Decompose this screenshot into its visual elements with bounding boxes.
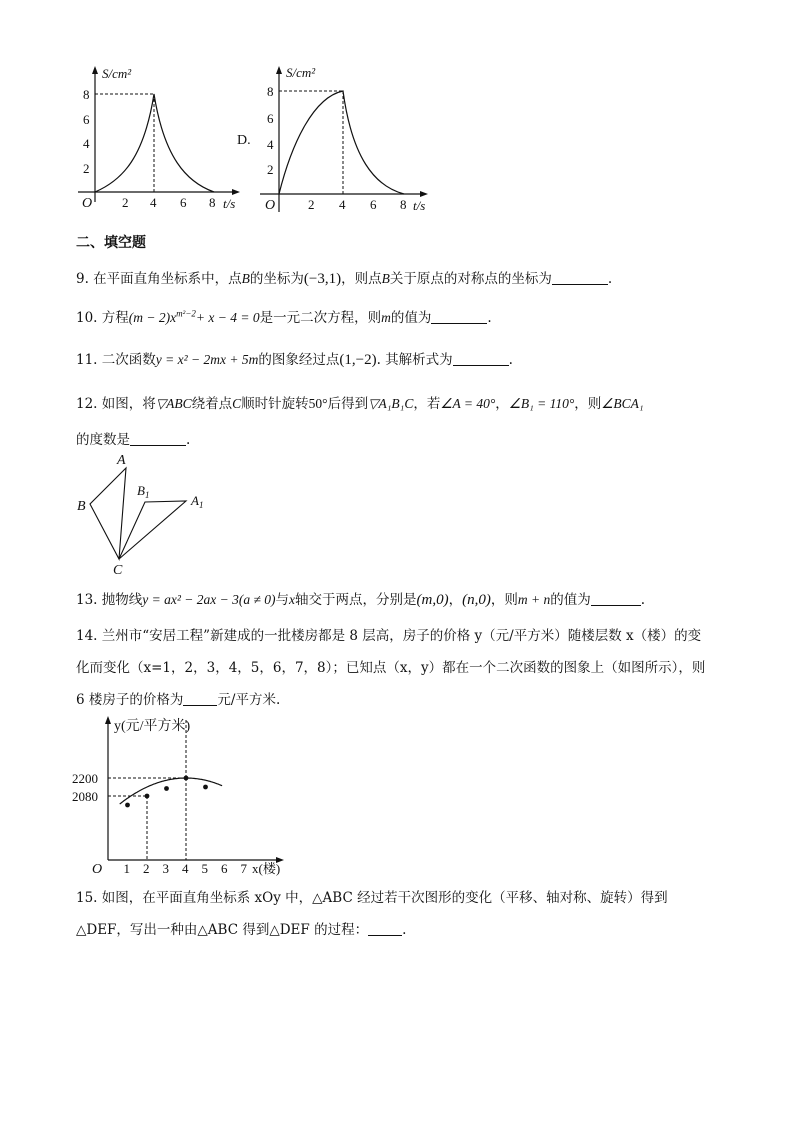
q15-end: .	[402, 922, 407, 938]
data-point-5	[203, 785, 208, 790]
label-a: A	[117, 453, 126, 468]
x-tick-4: 4	[182, 861, 189, 876]
data-point-4	[184, 776, 189, 781]
y-tick-4: 4	[267, 137, 274, 152]
q9-end: .	[607, 271, 613, 287]
q12-t5: ，	[495, 396, 509, 412]
q10-m: m	[381, 310, 391, 325]
y-axis-label: S/cm²	[286, 65, 316, 80]
question-14-line2: 化而变化（x=1，2，3，4，5，6，7，8）；已知点（x，y）都在一个二次函数的图象上（如图所示），则	[76, 660, 706, 676]
q14-line3: 6 楼房子的价格为	[76, 692, 184, 708]
y-tick-6: 6	[267, 111, 274, 126]
data-point-2	[145, 794, 150, 799]
label-b1: $B_1$	[137, 483, 150, 500]
x-axis-arrow	[232, 189, 240, 195]
y-tick-2200: 2200	[72, 771, 98, 786]
parabola-curve	[120, 778, 222, 804]
x-tick-7: 7	[240, 861, 247, 876]
q12-triangle2: ▽A₁B₁C	[368, 396, 414, 411]
q9-pre: 9. 在平面直角坐标系中，点	[76, 271, 242, 287]
q9-coord: (−3,1)	[303, 271, 342, 287]
q13-point2: (n,0)	[462, 592, 491, 608]
data-point-1	[125, 803, 130, 808]
q12-point-c: C	[232, 396, 242, 411]
question-12-line1	[76, 392, 644, 412]
y-axis-arrow	[105, 716, 111, 724]
q11-pre: 11. 二次函数	[76, 352, 156, 368]
q13-end: .	[640, 592, 646, 608]
q12-angle-target: ∠BCA₁	[601, 396, 644, 411]
q12-triangle1: ▽ABC	[155, 396, 192, 411]
q10-post: 的值为	[390, 310, 432, 326]
q10-eq1: (m − 2)	[128, 310, 171, 325]
q9-answer-blank[interactable]	[552, 271, 608, 285]
q15-line2: △DEF，写出一种由△ABC 得到△DEF 的过程：	[76, 922, 369, 938]
question-14-line3	[76, 688, 280, 708]
q14-answer-blank[interactable]	[183, 692, 217, 706]
q12-end: .	[186, 432, 191, 448]
y-tick-8: 8	[83, 87, 90, 102]
x-tick-6: 6	[370, 197, 377, 212]
triangle-abc	[90, 468, 126, 559]
y-tick-labels	[72, 771, 98, 804]
x-tick-1: 1	[123, 861, 130, 876]
x-tick-2: 2	[143, 861, 150, 876]
question-15-line1: 15. 如图，在平面直角坐标系 xOy 中，△ABC 经过若干次图形的变化（平移、轴对称、旋转）得到	[76, 890, 668, 906]
q10-pre: 10. 方程	[76, 310, 129, 326]
question-15-line2	[76, 918, 406, 938]
y-tick-8: 8	[267, 84, 274, 99]
question-10	[76, 306, 492, 326]
label-b: B	[77, 499, 86, 514]
x-tick-6: 6	[221, 861, 228, 876]
y-tick-2: 2	[83, 161, 90, 176]
q13-pre: 13. 抛物线	[76, 592, 143, 608]
y-axis-arrow	[276, 66, 282, 74]
q10-x: x	[170, 310, 177, 325]
q12-answer-blank[interactable]	[130, 432, 186, 446]
origin-label: O	[82, 196, 93, 211]
y-axis-arrow	[92, 66, 98, 74]
q11-point: (1,−2)	[339, 352, 377, 368]
x-axis-label: t/s	[413, 198, 426, 213]
x-axis-label: t/s	[223, 196, 236, 211]
x-tick-4: 4	[339, 197, 346, 212]
label-a1: $A_1$	[191, 493, 204, 510]
q11-mid: 的图象经过点	[258, 352, 340, 368]
origin-label: O	[92, 862, 103, 877]
x-tick-4: 4	[150, 195, 157, 210]
q11-eq: y = x² − 2mx + 5m	[155, 352, 259, 367]
q10-mid: 是一元二次方程，则	[259, 310, 382, 326]
q14-line3-post: 元/平方米.	[217, 692, 281, 708]
q10-exp: m²−2	[176, 308, 196, 319]
x-tick-6: 6	[180, 195, 187, 210]
q10-eq2: + x − 4 = 0	[195, 310, 260, 325]
q15-answer-blank[interactable]	[368, 922, 402, 936]
q12-angle-b1: ∠B₁ = 110°	[508, 396, 575, 411]
label-c: C	[113, 563, 123, 578]
option-c-chart	[68, 62, 243, 217]
q12-figure	[70, 450, 220, 580]
x-tick-8: 8	[400, 197, 407, 212]
q12-t4: ，若	[413, 396, 441, 412]
q12-t3: 后得到	[327, 396, 369, 412]
q13-answer-blank[interactable]	[591, 592, 641, 606]
q13-point1: (m,0)	[416, 592, 449, 608]
q14-price-chart	[72, 712, 297, 882]
q12-line2: 的度数是	[76, 432, 130, 448]
origin-label: O	[265, 198, 276, 213]
y-axis-label: y(元/平方米)	[114, 719, 191, 734]
data-point-3	[164, 786, 169, 791]
q12-angle-a: ∠A = 40°	[440, 396, 496, 411]
q13-mid: 与	[275, 592, 290, 608]
curve	[279, 91, 404, 194]
q13-comma: ，	[448, 592, 463, 608]
question-12-line2	[76, 428, 190, 448]
q11-post: . 其解析式为	[376, 352, 453, 368]
q11-end: .	[508, 352, 513, 368]
x-axis-label: x(楼)	[252, 861, 281, 876]
q10-answer-blank[interactable]	[431, 310, 487, 324]
x-tick-2: 2	[308, 197, 315, 212]
curve	[95, 94, 214, 192]
x-tick-8: 8	[209, 195, 216, 210]
x-tick-labels	[124, 861, 248, 876]
x-axis-arrow	[420, 191, 428, 197]
q13-mid2: 轴交于两点，分别是	[295, 592, 417, 608]
y-axis-label: S/cm²	[102, 66, 132, 81]
q9-mid2: ，则点	[341, 271, 382, 287]
y-tick-6: 6	[83, 112, 90, 127]
q13-mid3: ，则	[490, 592, 518, 608]
q13-sum: m + n	[517, 592, 551, 607]
y-tick-2080: 2080	[72, 789, 98, 804]
q9-mid1: 的坐标为	[249, 271, 304, 287]
guide-lines	[108, 720, 186, 860]
q9-post: 关于原点的对称点的坐标为	[389, 271, 552, 287]
q13-post: 的值为	[550, 592, 591, 608]
q10-end: .	[487, 310, 492, 326]
q9-point-b: B	[241, 271, 250, 286]
q12-pre: 12. 如图，将	[76, 396, 156, 412]
section-title: 二、填空题	[76, 235, 146, 251]
q9-point-b2: B	[381, 271, 390, 286]
y-tick-4: 4	[83, 136, 90, 151]
triangle-a1b1c	[119, 501, 186, 559]
x-tick-2: 2	[122, 195, 129, 210]
question-9	[76, 267, 612, 288]
q12-t1: 绕着点	[191, 396, 233, 412]
option-d-label: D.	[237, 133, 251, 148]
x-tick-3: 3	[162, 861, 169, 876]
y-tick-2: 2	[267, 162, 274, 177]
q13-eq: y = ax² − 2ax − 3(a ≠ 0)	[142, 592, 276, 607]
question-13	[76, 588, 645, 609]
q13-x: x	[289, 592, 296, 607]
x-tick-5: 5	[201, 861, 208, 876]
q12-t2: 顺时针旋转	[241, 396, 309, 412]
q12-t6: ，则	[574, 396, 602, 412]
question-14-line1: 14. 兰州市“安居工程”新建成的一批楼房都是 8 层高，房子的价格 y（元/平方米）随楼层数 x（楼）的变	[76, 628, 702, 644]
q12-degree: 50°	[308, 396, 328, 411]
option-d-chart	[252, 62, 437, 217]
question-11	[76, 348, 513, 369]
q11-answer-blank[interactable]	[453, 352, 509, 366]
